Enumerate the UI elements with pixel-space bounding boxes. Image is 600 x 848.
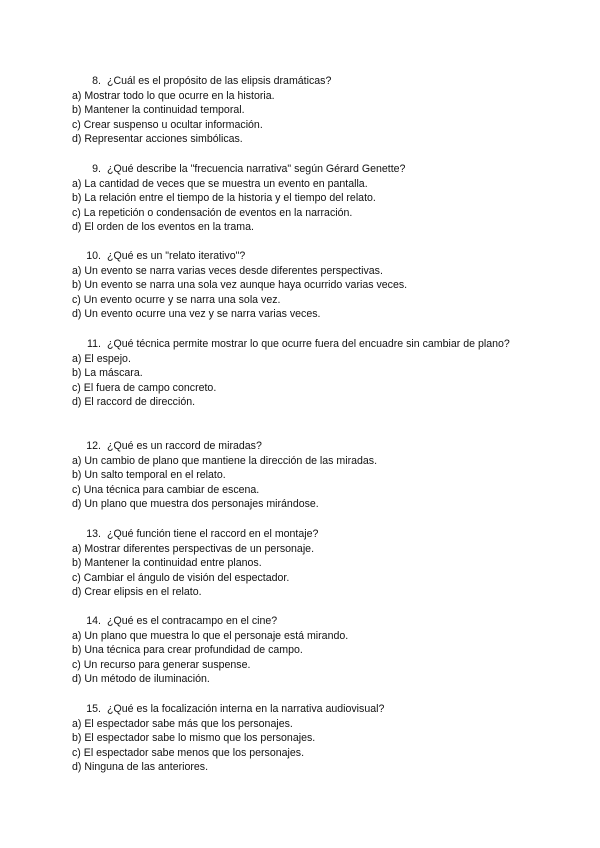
- question-number: 13.: [86, 528, 101, 540]
- question-text: ¿Qué es un raccord de miradas?: [107, 440, 262, 452]
- option-a: a) Un evento se narra varias veces desde diferentes perspectivas.: [72, 264, 383, 277]
- option-a: a) El espectador sabe más que los personajes.: [72, 717, 293, 730]
- question-header: [72, 702, 542, 717]
- option-a: a) La cantidad de veces que se muestra un evento en pantalla.: [72, 177, 368, 190]
- option-a: a) Un cambio de plano que mantiene la dirección de las miradas.: [72, 454, 378, 467]
- question-header: [72, 337, 542, 352]
- option-c: c) El fuera de campo concreto.: [72, 381, 217, 394]
- question-header: [72, 74, 542, 89]
- question-text: ¿Qué describe la "frecuencia narrativa" según Gérard Genette?: [107, 163, 406, 175]
- question-header: [72, 527, 542, 542]
- question-9: [72, 162, 542, 235]
- option-d: d) Ninguna de las anteriores.: [72, 761, 209, 774]
- option-c: c) La repetición o condensación de eventos en la narración.: [72, 206, 353, 219]
- question-text: ¿Cuál es el propósito de las elipsis dramáticas?: [107, 75, 332, 87]
- question-12: [72, 439, 542, 512]
- option-a: a) Mostrar diferentes perspectivas de un personaje.: [72, 542, 315, 555]
- question-11: [72, 337, 542, 410]
- question-text: ¿Qué es el contracampo en el cine?: [107, 615, 278, 627]
- question-number: 14.: [86, 615, 101, 627]
- question-header: [72, 249, 542, 264]
- question-text: ¿Qué es la focalización interna en la narrativa audiovisual?: [107, 703, 385, 715]
- option-b: b) Mantener la continuidad entre planos.: [72, 557, 262, 570]
- option-c: c) Crear suspenso u ocultar información.: [72, 118, 263, 131]
- option-d: d) Representar acciones simbólicas.: [72, 133, 243, 146]
- question-8: [72, 74, 542, 147]
- option-b: b) La máscara.: [72, 367, 143, 380]
- option-d: d) Un plano que muestra dos personajes mirándose.: [72, 498, 319, 511]
- option-c: c) Un evento ocurre y se narra una sola vez.: [72, 293, 281, 306]
- option-d: d) Un evento ocurre una vez y se narra varias veces.: [72, 308, 321, 321]
- question-10: [72, 249, 542, 322]
- option-b: b) La relación entre el tiempo de la historia y el tiempo del relato.: [72, 192, 376, 205]
- question-header: [72, 439, 542, 454]
- question-13: [72, 527, 542, 600]
- option-a: a) Mostrar todo lo que ocurre en la historia.: [72, 89, 275, 102]
- option-b: b) Una técnica para crear profundidad de campo.: [72, 644, 303, 657]
- option-c: c) Cambiar el ángulo de visión del espectador.: [72, 571, 290, 584]
- question-text: ¿Qué técnica permite mostrar lo que ocurre fuera del encuadre sin cambiar de plano?: [107, 338, 510, 350]
- option-c: c) Un recurso para generar suspense.: [72, 658, 251, 671]
- option-d: d) El orden de los eventos en la trama.: [72, 221, 254, 234]
- question-15: [72, 702, 542, 775]
- question-header: [72, 614, 542, 629]
- option-d: d) Un método de iluminación.: [72, 673, 210, 686]
- option-d: d) El raccord de dirección.: [72, 396, 196, 409]
- question-number: 12.: [86, 440, 101, 452]
- question-text: ¿Qué función tiene el raccord en el montaje?: [107, 528, 319, 540]
- option-a: a) El espejo.: [72, 352, 131, 365]
- option-c: c) El espectador sabe menos que los personajes.: [72, 746, 305, 759]
- question-number: 11.: [87, 338, 101, 350]
- option-b: b) El espectador sabe lo mismo que los personajes.: [72, 732, 316, 745]
- option-b: b) Un salto temporal en el relato.: [72, 469, 226, 482]
- question-number: 10.: [86, 250, 101, 262]
- question-text: ¿Qué es un "relato iterativo"?: [107, 250, 246, 262]
- question-14: [72, 614, 542, 687]
- option-d: d) Crear elipsis en el relato.: [72, 586, 202, 599]
- option-b: b) Un evento se narra una sola vez aunque haya ocurrido varias veces.: [72, 279, 408, 292]
- question-number: 9.: [92, 163, 101, 175]
- option-b: b) Mantener la continuidad temporal.: [72, 104, 245, 117]
- question-number: 15.: [86, 703, 101, 715]
- question-header: [72, 162, 542, 177]
- option-a: a) Un plano que muestra lo que el personaje está mirando.: [72, 629, 349, 642]
- question-number: 8.: [92, 75, 101, 87]
- option-c: c) Una técnica para cambiar de escena.: [72, 483, 260, 496]
